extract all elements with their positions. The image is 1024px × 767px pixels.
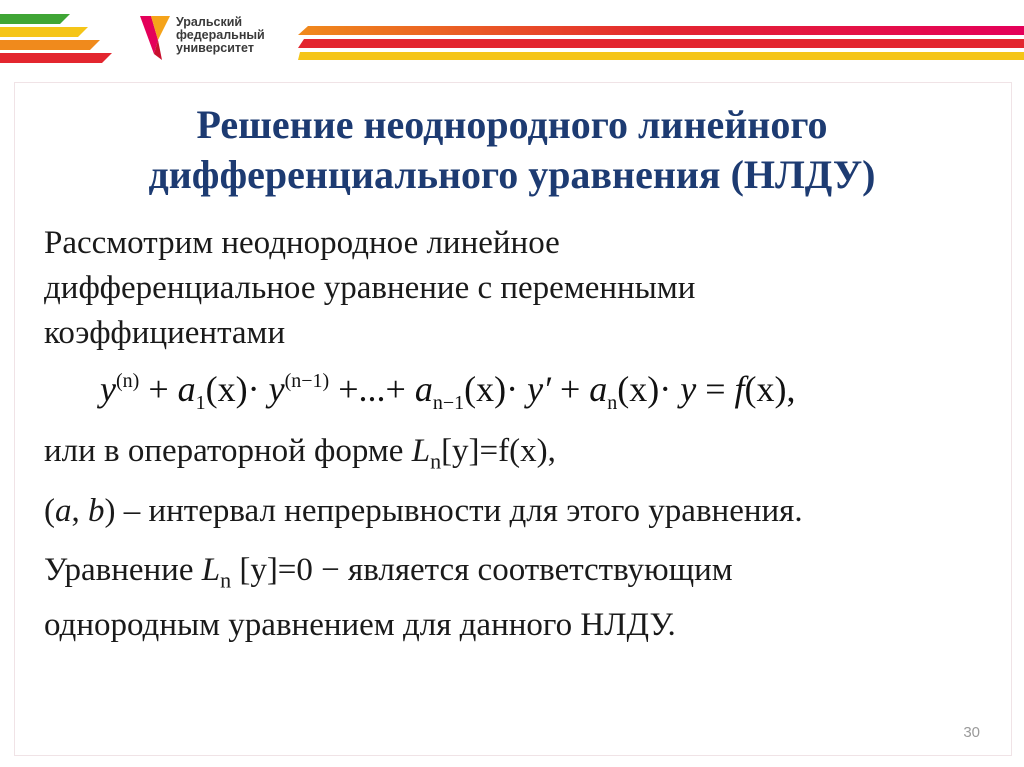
eq-sub-1: 1	[195, 392, 206, 414]
logo-line-2: федеральный	[176, 28, 265, 42]
operator-prefix: или в операторной форме	[44, 433, 412, 469]
logo-line-1: Уральский	[176, 15, 243, 29]
eq-y: y	[100, 369, 116, 409]
university-logo-mark-icon	[140, 16, 172, 60]
eq-a1: a	[177, 369, 196, 409]
eq-an1: a	[414, 369, 433, 409]
eq-sup-n1: (n−1)	[284, 370, 330, 392]
logo-line-3: университет	[176, 41, 254, 55]
university-logo	[140, 16, 300, 66]
eq-end: (x),	[744, 369, 796, 409]
eq-dot-1: ·	[247, 369, 260, 409]
eq-y-3: y	[680, 369, 697, 409]
eq-x-1: (x)	[205, 369, 248, 409]
homog-prefix: Уравнение	[44, 552, 202, 588]
eq-equals: =	[705, 369, 726, 409]
eq-sub-n1: n−1	[432, 392, 465, 414]
eq-ellipsis: +...+	[338, 369, 406, 409]
header-stripes-left	[0, 14, 112, 66]
operator-n: n	[430, 448, 442, 474]
eq-sup-n: (n)	[115, 370, 140, 392]
logo-text	[176, 16, 265, 55]
homog-n: n	[220, 567, 232, 593]
eq-yprime: y′	[527, 369, 551, 409]
eq-dot-2: ·	[506, 369, 519, 409]
interval-comma: ,	[71, 493, 88, 529]
homog-L: L	[201, 552, 221, 588]
interval-rest: ) – интервал непрерывности для этого уравнения.	[104, 493, 803, 529]
interval-open: (	[44, 493, 55, 529]
homog-line-2: однородным уравнением для данного НЛДУ.	[44, 606, 676, 643]
eq-an: a	[589, 369, 608, 409]
operator-eq-f: =f	[479, 433, 510, 469]
intro-paragraph	[44, 221, 984, 356]
interval-a: a	[55, 493, 72, 529]
operator-y: [y]	[441, 433, 480, 469]
page-number: 30	[963, 724, 980, 741]
title-line-2: дифференциального уравнения (НЛДУ)	[148, 152, 876, 197]
title-line-1: Решение неоднородного линейного	[196, 102, 828, 147]
interval-b: b	[88, 493, 105, 529]
equation	[100, 368, 920, 420]
intro-line-3: коэффициентами	[44, 315, 286, 351]
homogeneous-paragraph	[44, 548, 984, 648]
eq-x-2: (x)	[464, 369, 507, 409]
eq-x-3: (x)	[617, 369, 660, 409]
homog-rest: [y]=0 − является соответствующим	[231, 552, 733, 588]
eq-sub-n: n	[607, 392, 618, 414]
operator-form-line	[44, 429, 984, 484]
eq-plus-1: +	[148, 369, 169, 409]
operator-L: L	[411, 433, 431, 469]
eq-dot-3: ·	[659, 369, 672, 409]
homog-line-1	[44, 548, 984, 603]
slide-title	[40, 100, 984, 200]
intro-line-2: дифференциальное уравнение с переменными	[44, 270, 696, 306]
eq-plus-2: +	[559, 369, 581, 409]
interval-line	[44, 489, 984, 534]
eq-f: f	[734, 369, 745, 409]
operator-x: (x),	[509, 433, 556, 469]
header-stripes-right	[298, 22, 1024, 62]
eq-y-2: y	[268, 369, 285, 409]
intro-line-1: Рассмотрим неоднородное линейное	[44, 225, 560, 261]
